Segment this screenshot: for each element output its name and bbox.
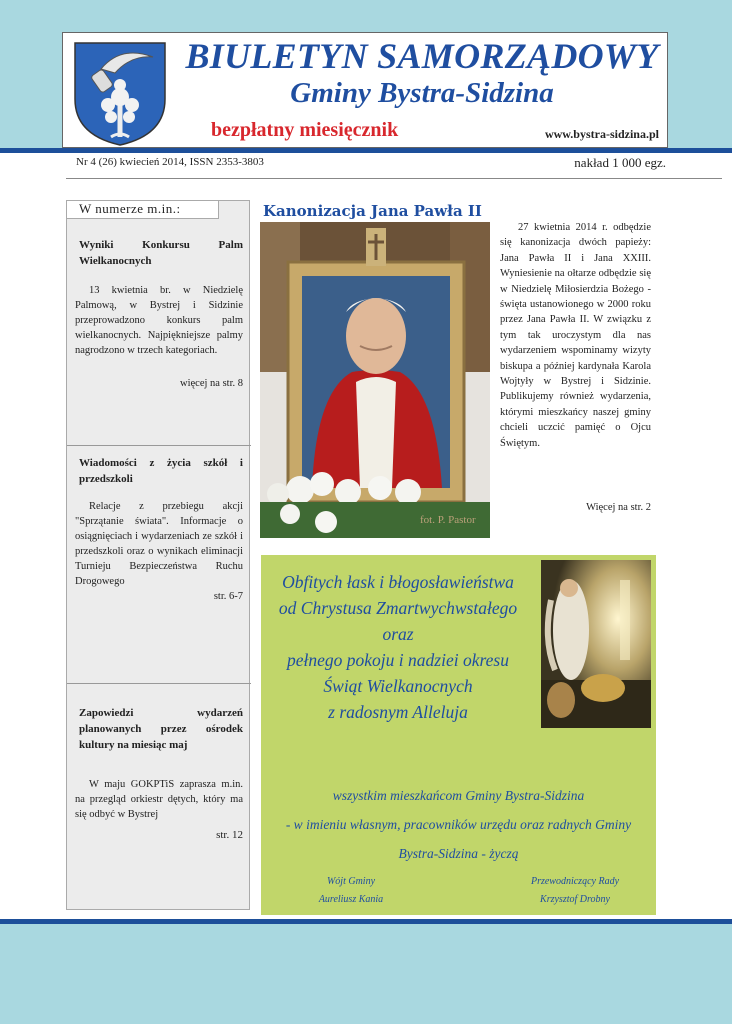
pope-portrait-photo bbox=[260, 222, 490, 538]
signature-mayor bbox=[295, 873, 407, 909]
section-title: Zapowiedzi wydarzeń planowanych przez ośrodek kultury na miesiąc maj bbox=[79, 707, 243, 751]
sidebar-heading: W numerze m.in.: bbox=[67, 201, 219, 219]
header-rule bbox=[66, 178, 722, 179]
section-title: Wiadomości z życia szkół i przedszkoli bbox=[79, 457, 243, 485]
greeting-line: od Chrystusa Zmartwychwstałego bbox=[278, 598, 518, 618]
masthead bbox=[62, 32, 668, 148]
in-this-issue-sidebar bbox=[66, 200, 250, 910]
easter-greeting-box bbox=[261, 555, 656, 915]
issue-info: Nr 4 (26) kwiecień 2014, ISSN 2353-3803 bbox=[76, 156, 264, 168]
section-body: W maju GOKPTiS zaprasza m.in. na przegląd orkiestr dętych, który ma się odbyć w Bystrej bbox=[75, 779, 243, 820]
article-body bbox=[500, 220, 651, 451]
coat-of-arms-logo bbox=[71, 39, 169, 147]
signature-name: Krzysztof Drobny bbox=[540, 894, 610, 905]
greeting-line: z radosnym Alleluja bbox=[328, 702, 468, 722]
bulletin-title: BIULETYN SAMORZĄDOWY bbox=[185, 36, 659, 76]
sidebar-divider bbox=[67, 683, 251, 684]
wish-line: Bystra-Sidzina - życzą bbox=[398, 846, 519, 861]
section-page-ref[interactable]: str. 12 bbox=[216, 829, 243, 841]
painting-illustration bbox=[541, 560, 651, 728]
photo-credit: fot. P. Pastor bbox=[420, 514, 476, 526]
greeting-line: pełnego pokoju i nadziei okresu bbox=[287, 650, 509, 670]
sidebar-section-culture[interactable] bbox=[67, 705, 251, 843]
sidebar-section-schools[interactable] bbox=[67, 455, 251, 604]
print-run: nakład 1 000 egz. bbox=[574, 155, 666, 170]
section-title: Wyniki Konkursu Palm Wielkanocnych bbox=[79, 239, 243, 267]
article-continue-link[interactable]: Więcej na str. 2 bbox=[586, 502, 651, 513]
greeting-line: Świąt Wielkanocnych bbox=[323, 676, 473, 696]
article-title[interactable]: Kanonizacja Jana Pawła II bbox=[263, 202, 482, 220]
section-body: 13 kwietnia br. w Niedzielę Palmową, w Bystrej i Sidzinie przeprowadzono konkurs palm wielkanocnych. Najpiękniejsze palmy nagrodzono w trzech kategoriach. bbox=[75, 285, 243, 356]
resurrection-painting bbox=[541, 560, 651, 728]
website-link[interactable]: www.bystra-sidzina.pl bbox=[544, 127, 659, 141]
greeting-line: oraz bbox=[382, 624, 414, 644]
article-paragraph: 27 kwietnia 2014 r. odbędzie się kanonizacja dwóch papieży: Jana Pawła II i Jana XXIII. Wyniesienie na ołtarze odbędzie się w Niedzielę Miłosierdzia Bożego - święta ustanowionego w 2000 roku przez Jana Pawła II. W związku z tym tak uroczystym dla nas wydarzeniem wspominamy wizyty biskupa a później kardynała Karola Wojtyły w Bystrej i Sidzinie. Publikujemy również wydarzenia, którymi mieszkańcy naszej gminy chcieli uczcić pamięć o Ojcu Świętym. bbox=[500, 222, 651, 449]
sidebar-divider bbox=[67, 445, 251, 446]
section-page-ref[interactable]: str. 6-7 bbox=[213, 591, 243, 602]
signature-name: Aureliusz Kania bbox=[318, 894, 384, 905]
signature-council-chair bbox=[511, 873, 639, 909]
section-body: Relacje z przebiegu akcji "Sprzątanie świata". Informacje o osiągnięciach i wydarzeniach ze szkół i przedszkoli oraz o wynikach eliminacji Turnieju Bezpieczeństwa Ruchu Drogowego bbox=[75, 501, 243, 587]
wish-line: wszystkim mieszkańcom Gminy Bystra-Sidzina bbox=[332, 788, 585, 803]
greeting-verse bbox=[267, 569, 529, 725]
sidebar-section-palms[interactable] bbox=[67, 237, 251, 391]
bulletin-subtitle: Gminy Bystra-Sidzina bbox=[290, 77, 554, 109]
signature-role: Wójt Gminy bbox=[326, 876, 376, 887]
wish-line: - w imieniu własnym, pracowników urzędu oraz radnych Gminy bbox=[285, 817, 632, 832]
greeting-wish bbox=[267, 781, 650, 868]
signature-role: Przewodniczący Rady bbox=[530, 876, 620, 887]
section-page-ref[interactable]: więcej na str. 8 bbox=[180, 378, 243, 389]
greeting-line: Obfitych łask i błogosławieństwa bbox=[282, 572, 514, 592]
monthly-label: bezpłatny miesięcznik bbox=[211, 119, 399, 141]
portrait-illustration bbox=[260, 222, 490, 538]
bottom-band bbox=[0, 919, 732, 924]
